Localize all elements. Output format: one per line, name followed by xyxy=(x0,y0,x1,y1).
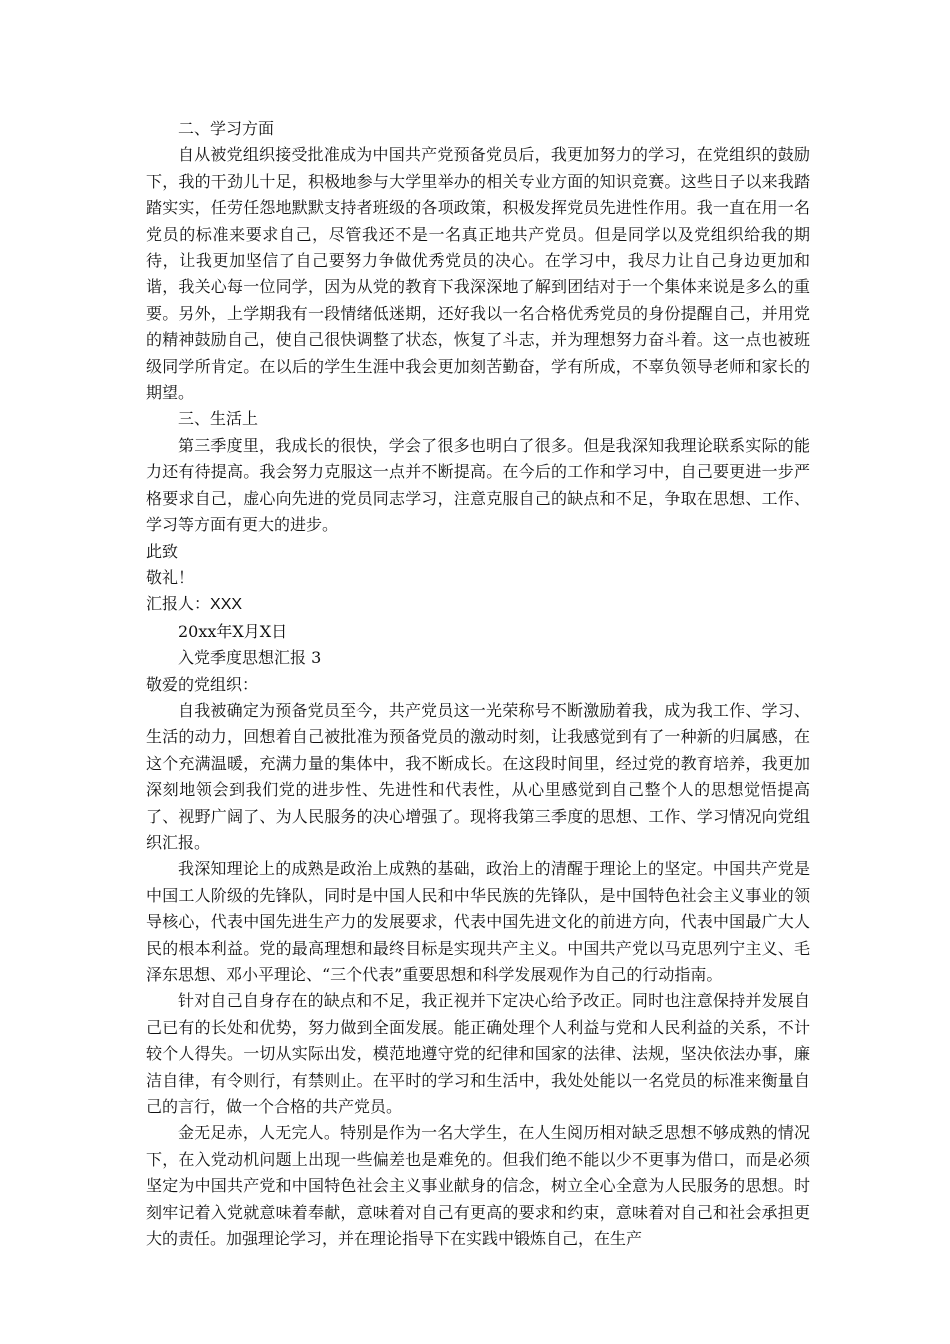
closing-salute-2: 敬礼！ xyxy=(146,567,195,587)
body-paragraph-2: 我深知理论上的成熟是政治上成熟的基础，政治上的清醒于理论上的坚定。中国共产党是中国工人阶级的先锋队，同时是中国人民和中华民族的先锋队，是中国特色社会主义事业的领导核心，代表中国先进生产力的发展要求，代表中国先进文化的前进方向，代表中国最广大人民的根本利益。党的最高理想和最终目标是实现共产主义。中国共产党以马克思列宁主义、毛泽东思想、邓小平理论、“三个代表”重要思想和科学发展观作为自己的行动指南。 xyxy=(146,859,810,984)
reporter-label: 汇报人： xyxy=(146,594,211,614)
greeting: 敬爱的党组织： xyxy=(146,674,259,694)
body-paragraph-1: 自我被确定为预备党员至今，共产党员这一光荣称号不断激励着我，成为我工作、学习、生活的动力，回想着自己被批准为预备党员的激动时刻，让我感觉到有了一种新的归属感，在这个充满温暖，充满力量的集体中，我不断成长。在这段时间里，经过党的教育培养，我更加深刻地领会到我们党的进步性、先进性和代表性，从心里感觉到自己整个人的思想觉悟提高了、视野广阔了、为人民服务的决心增强了。现将我第三季度的思想、工作、学习情况向党组织汇报。 xyxy=(146,700,810,852)
report-title: 入党季度思想汇报 3 xyxy=(178,648,322,668)
report-date: 20xx年X月X日 xyxy=(178,621,288,641)
reporter-name: XXX xyxy=(210,596,243,614)
paragraph-life: 第三季度里，我成长的很快，学会了很多也明白了很多。但是我深知我理论联系实际的能力还有待提高。我会努力克服这一点并不断提高。在今后的工作和学习中，自己要更进一步严格要求自己，虚心向先进的党员同志学习，注意克服自己的缺点和不足，争取在思想、工作、学习等方面有更大的进步。 xyxy=(146,435,810,535)
closing-salute-1: 此致 xyxy=(146,541,179,561)
document-page xyxy=(146,116,810,1252)
section-heading-life: 三、生活上 xyxy=(178,409,259,429)
body-paragraph-3: 针对自己自身存在的缺点和不足，我正视并下定决心给予改正。同时也注意保持并发展自己已有的长处和优势，努力做到全面发展。能正确处理个人利益与党和人民利益的关系，不计较个人得失。一切从实际出发，模范地遵守党的纪律和国家的法律、法规，坚决依法办事，廉洁自律，有令则行，有禁则止。在平时的学习和生活中，我处处能以一名党员的标准来衡量自己的言行，做一个合格的共产党员。 xyxy=(146,991,810,1117)
reporter-line xyxy=(146,591,810,618)
section-heading-study: 二、学习方面 xyxy=(178,119,275,138)
paragraph-study: 自从被党组织接受批准成为中国共产党预备党员后，我更加努力的学习，在党组织的鼓励下，我的干劲儿十足，积极地参与大学里举办的相关专业方面的知识竞赛。这些日子以来我踏踏实实，任劳任怨地默默支持者班级的各项政策，积极发挥党员先进性作用。我一直在用一名党员的标准来要求自己，尽管我还不是一名真正地共产党员。但是同学以及党组织给我的期待，让我更加坚信了自己要努力争做优秀党员的决心。在学习中，我尽力让自己身边更加和谐，我关心每一位同学，因为从党的教育下我深深地了解到团结对于一个集体来说是多么的重要。另外，上学期我有一段情绪低迷期，还好我以一名合格优秀党员的身份提醒自己，并用党的精神鼓励自己，使自己很快调整了状态，恢复了斗志，并为理想努力奋斗着。这一点也被班级同学所肯定。在以后的学生生涯中我会更加刻苦勤奋，学有所成，不辜负领导老师和家长的期望。 xyxy=(146,145,810,403)
body-paragraph-4: 金无足赤，人无完人。特别是作为一名大学生，在人生阅历相对缺乏思想不够成熟的情况下，在入党动机问题上出现一些偏差也是难免的。但我们绝不能以少不更事为借口，而是必须坚定为中国共产党和中国特色社会主义事业献身的信念，树立全心全意为人民服务的思想。时刻牢记着入党就意味着奉献，意味着对自己有更高的要求和约束，意味着对自己和社会承担更大的责任。加强理论学习，并在理论指导下在实践中锻炼自己，在生产 xyxy=(146,1123,810,1249)
